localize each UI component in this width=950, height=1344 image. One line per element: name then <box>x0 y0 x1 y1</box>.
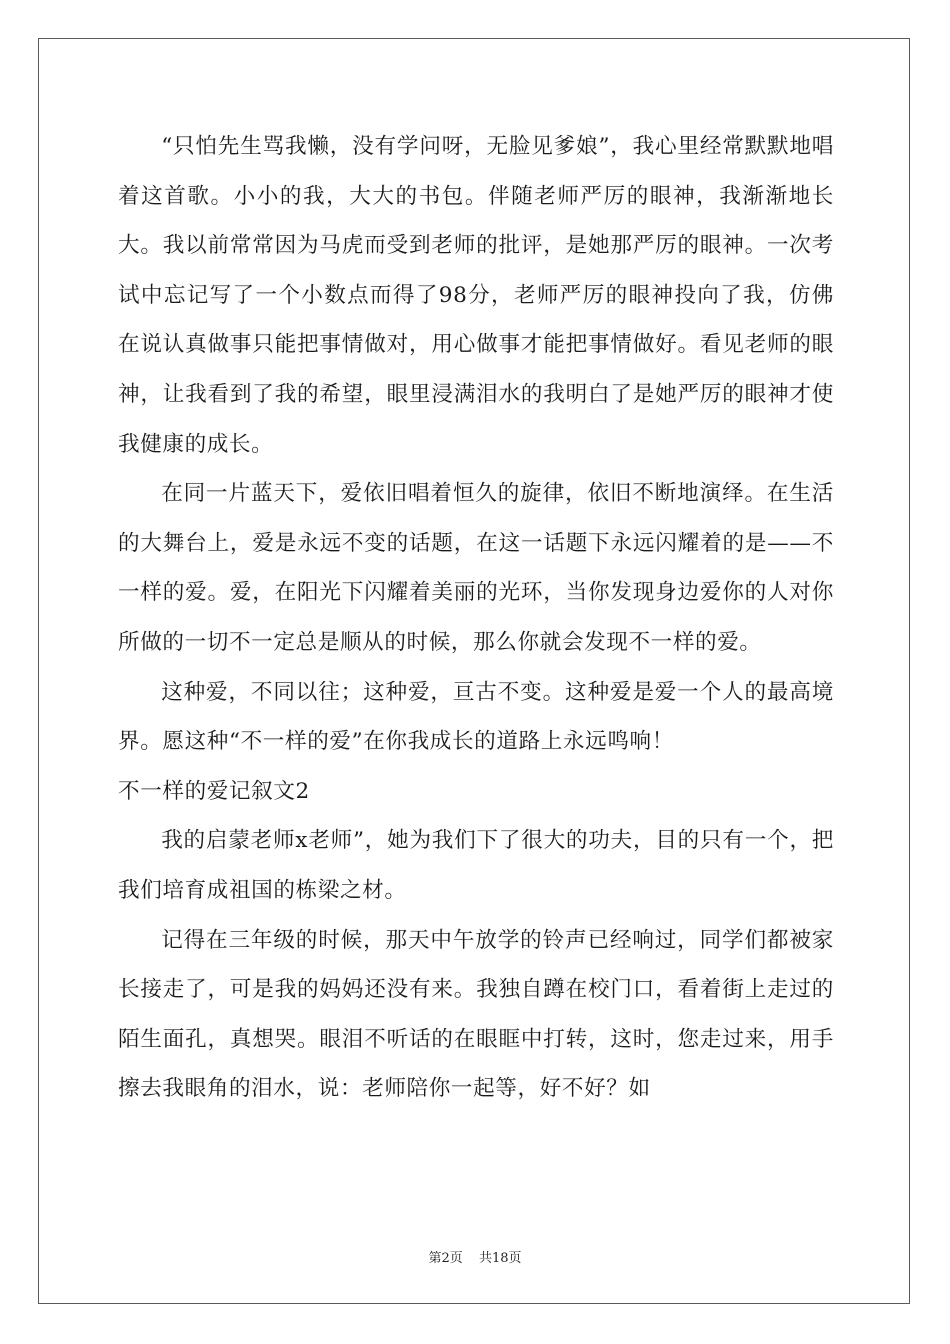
paragraph-4: 我的启蒙老师x老师”，她为我们下了很大的功夫，目的只有一个，把我们培育成祖国的栋梁之材。 <box>118 828 834 903</box>
paragraph-1: “只怕先生骂我懒，没有学问呀，无脸见爹娘”，我心里经常默默地唱着这首歌。小小的我，大大的书包。伴随老师严厉的眼神，我渐渐地长大。我以前常常因为马虎而受到老师的批评，是她那严厉的眼神。一次考试中忘记写了一个小数点而得了98分，老师严厉的眼神投向了我，仿佛在说认真做事只能把事情做对，用心做事才能把事情做好。看见老师的眼神，让我看到了我的希望，眼里浸满泪水的我明白了是她严厉的眼神才使我健康的成长。 <box>118 134 834 457</box>
page-number: 第2页 <box>428 1251 463 1266</box>
paragraph-5: 记得在三年级的时候，那天中午放学的铃声已经响过，同学们都被家长接走了，可是我的妈妈还没有来。我独自蹲在校门口，看着街上走过的陌生面孔，真想哭。眼泪不听话的在眼眶中打转，这时，您走过来，用手擦去我眼角的泪水，说：老师陪你一起等，好不好？如 <box>118 927 834 1102</box>
page-total: 共18页 <box>478 1251 522 1266</box>
section-heading: 不一样的爱记叙文2 <box>118 778 310 804</box>
document-body <box>118 122 834 1114</box>
paragraph-2: 在同一片蓝天下，爱依旧唱着恒久的旋律，依旧不断地演绎。在生活的大舞台上，爱是永远不变的话题，在这一话题下永远闪耀着的是——不一样的爱。爱，在阳光下闪耀着美丽的光环，当你发现身边爱你的人对你所做的一切不一定总是顺从的时候，那么你就会发现不一样的爱。 <box>118 481 834 655</box>
page-footer <box>0 1247 950 1266</box>
paragraph-3: 这种爱，不同以往；这种爱，亘古不变。这种爱是爱一个人的最高境界。愿这种“不一样的爱”在你我成长的道路上永远鸣响！ <box>118 679 834 755</box>
